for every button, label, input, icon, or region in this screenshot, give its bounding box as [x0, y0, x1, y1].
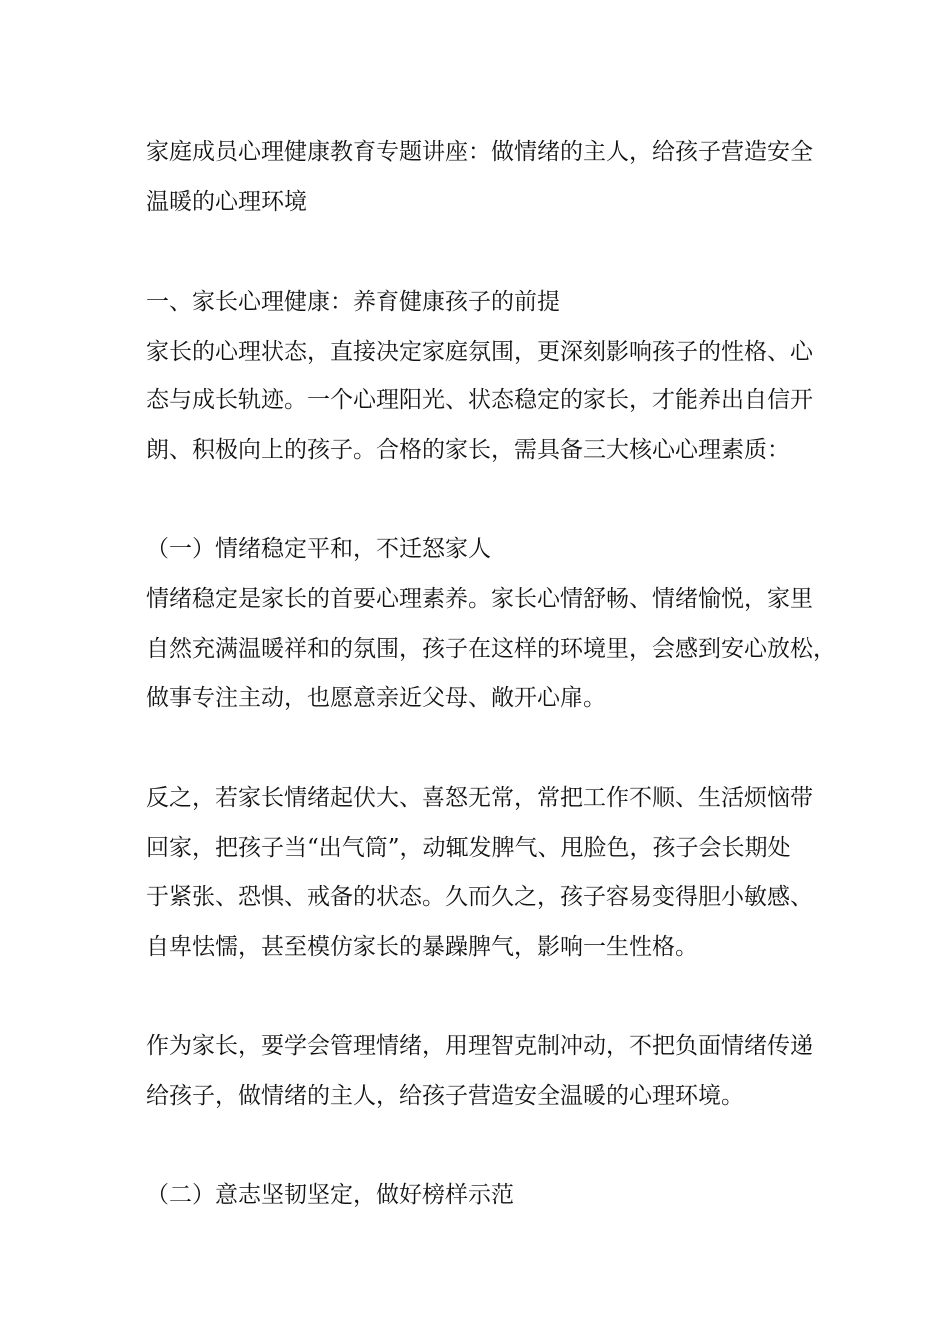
paragraph-line: 给孩子，做情绪的主人，给孩子营造安全温暖的心理环境。: [146, 1083, 744, 1109]
paragraph-line: 情绪稳定是家长的首要心理素养。家长心情舒畅、情绪愉悦，家里: [146, 586, 813, 612]
subsection-heading: （二）意志坚韧坚定，做好榜样示范: [146, 1182, 514, 1208]
paragraph-line: 作为家长，要学会管理情绪，用理智克制冲动，不把负面情绪传递: [146, 1033, 813, 1059]
section-heading: 一、家长心理健康：养育健康孩子的前提: [146, 289, 560, 315]
paragraph-line: 家长的心理状态，直接决定家庭氛围，更深刻影响孩子的性格、心: [146, 339, 813, 365]
paragraph-line: 于紧张、恐惧、戒备的状态。久而久之，孩子容易变得胆小敏感、: [146, 884, 813, 910]
paragraph-line: 朗、积极向上的孩子。合格的家长，需具备三大核心心理素质：: [146, 437, 790, 463]
subsection-heading: （一）情绪稳定平和，不迁怒家人: [146, 536, 491, 562]
paragraph-line: 回家，把孩子当“出气筒”，动辄发脾气、甩脸色，孩子会长期处: [146, 835, 791, 861]
paragraph-line: 做事专注主动，也愿意亲近父母、敞开心扉。: [146, 685, 606, 711]
paragraph-line: 自然充满温暖祥和的氛围，孩子在这样的环境里，会感到安心放松，: [146, 636, 836, 662]
paragraph-line: 反之，若家长情绪起伏大、喜怒无常，常把工作不顺、生活烦恼带: [146, 785, 813, 811]
paragraph-line: 自卑怯懦，甚至模仿家长的暴躁脾气，影响一生性格。: [146, 934, 698, 960]
paragraph-line: 态与成长轨迹。一个心理阳光、状态稳定的家长，才能养出自信开: [146, 387, 813, 413]
document-title-line-2: 温暖的心理环境: [146, 189, 307, 215]
document-title-line-1: 家庭成员心理健康教育专题讲座：做情绪的主人，给孩子营造安全: [146, 139, 813, 165]
